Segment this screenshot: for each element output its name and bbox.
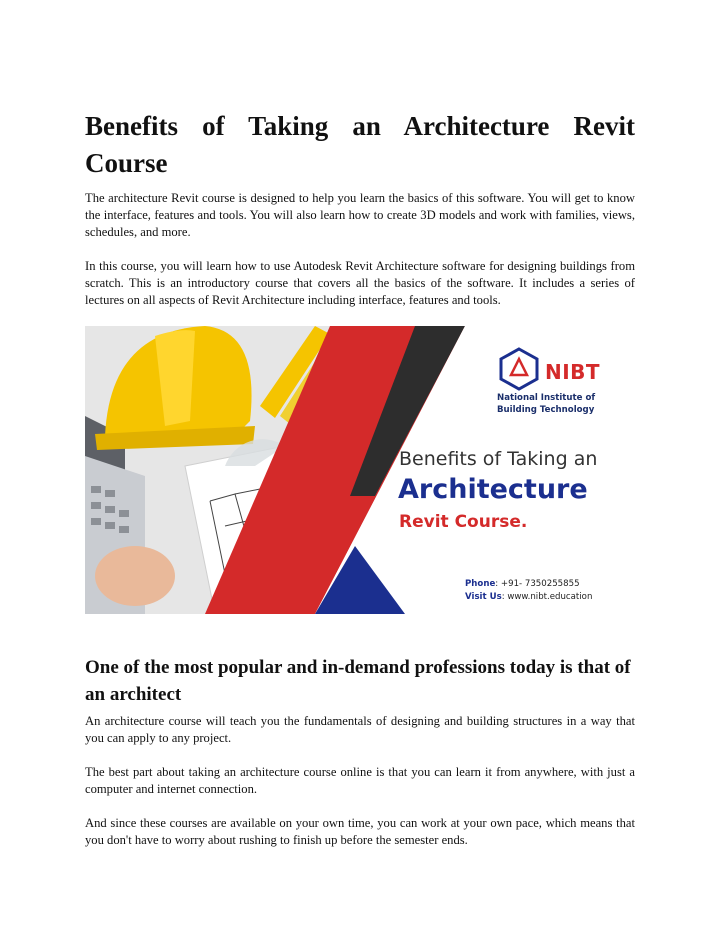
course-banner-image — [85, 326, 635, 614]
page-title: Benefits of Taking an Architecture Revit Course — [85, 111, 635, 178]
intro-paragraph-1: The architecture Revit course is designed to help you learn the basics of this software. You will get to know the interface, features and tools. You will also learn how to create 3D models and work with families, views, schedules, and more. — [85, 191, 635, 239]
section-paragraph-3: And since these courses are available on your own time, you can work at your own pace, which means that you don't have to worry about rushing to finish up before the semester ends. — [85, 816, 635, 847]
phone-label: Phone — [465, 579, 496, 589]
hand-left-icon — [95, 546, 175, 606]
section-paragraph-1: An architecture course will teach you the fundamentals of designing and building structures in a way that you can apply to any project. — [85, 714, 635, 745]
brand-name: NIBT — [545, 360, 601, 384]
nibt-logo-icon — [497, 347, 541, 391]
website-url: : www.nibt.education — [501, 592, 593, 602]
brand-full-name: National Institute of Building Technology — [497, 393, 596, 415]
visit-label: Visit Us — [465, 592, 502, 602]
banner-contact — [465, 578, 592, 604]
banner-headline-line2: Architecture — [398, 474, 588, 505]
section-paragraph-2: The best part about taking an architecture course online is that you can learn it from anywhere, with just a computer and internet connection. — [85, 765, 635, 796]
banner-headline-line3: Revit Course. — [399, 512, 528, 532]
section-heading: One of the most popular and in-demand professions today is that of an architect — [85, 657, 631, 705]
phone-number: : +91- 7350255855 — [495, 579, 580, 589]
banner-headline-line1: Benefits of Taking an — [399, 448, 598, 470]
intro-paragraph-2: In this course, you will learn how to use Autodesk Revit Architecture software for designing buildings from scratch. This is an introductory course that covers all the basics of the software. It includes a series of lectures on all aspects of Revit Architecture including interface, features and tools. — [85, 259, 635, 307]
